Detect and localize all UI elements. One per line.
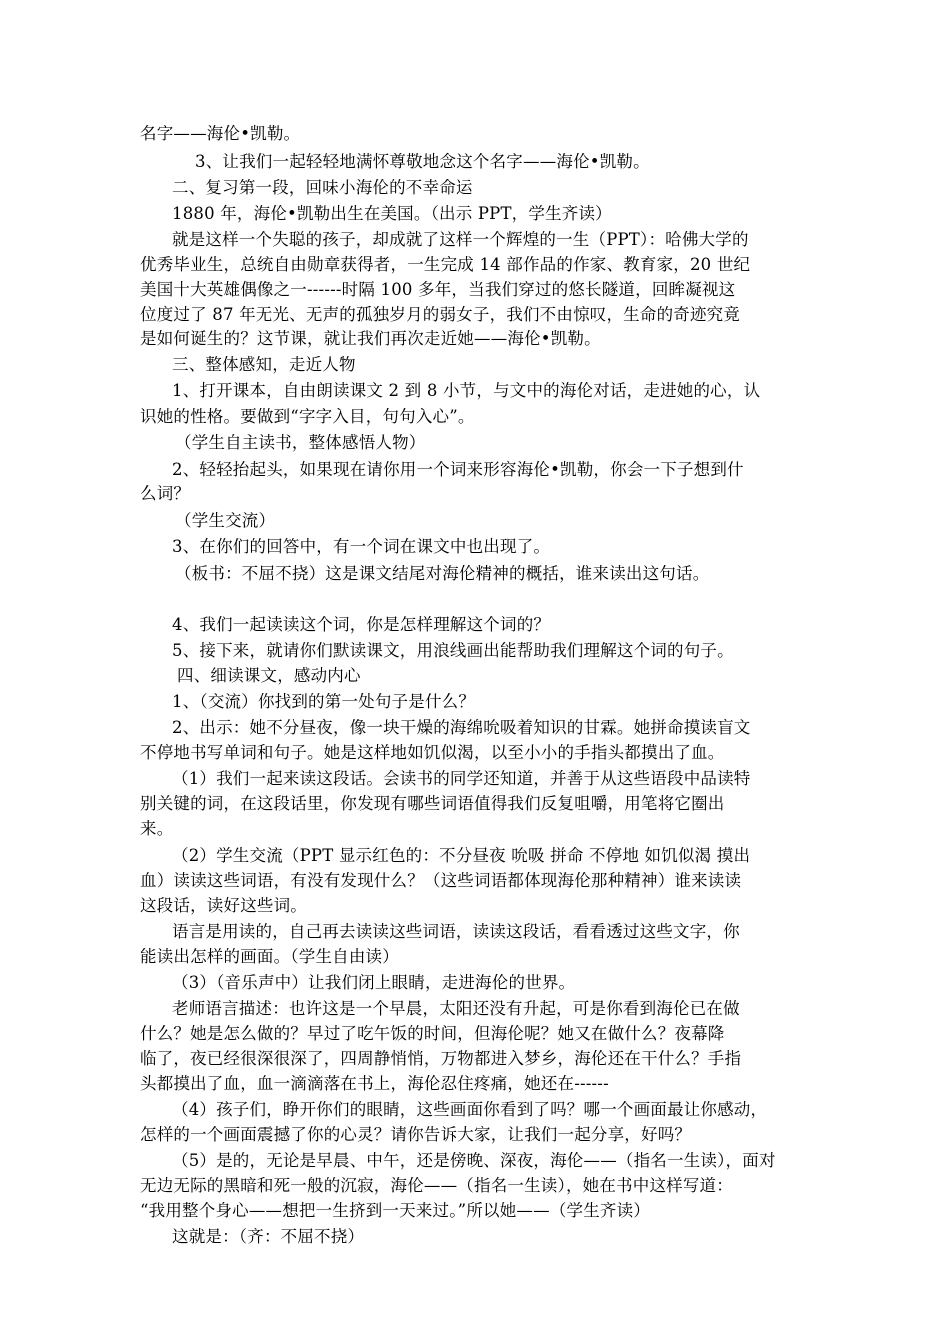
text-line-39: 怎样的一个画面震撼了你的心灵？请你告诉大家，让我们一起分享，好吗？ [140, 1125, 692, 1144]
text-line-18: （板书：不屈不挠）这是课文结尾对海伦精神的概括，谁来读出这句话。 [175, 564, 710, 583]
text-line-28: （2）学生交流（PPT 显示红色的：不分昼夜 吮吸 拼命 不停地 如饥似渴 摸出 [172, 846, 751, 865]
text-line-14: 2、轻轻抬起头，如果现在请你用一个词来形容海伦•凯勒，你会一下子想到什 [172, 460, 744, 479]
text-line-17: 3、在你们的回答中，有一个词在课文中也出现了。 [172, 537, 551, 556]
text-line-40: （5）是的，无论是早晨、中午，还是傍晚、深夜，海伦——（指名一生读），面对 [172, 1151, 776, 1170]
text-line-2: 3、让我们一起轻轻地满怀尊敬地念这个名字——海伦•凯勒。 [195, 152, 650, 171]
text-line-25: （1）我们一起来读这段话。会读书的同学还知道，并善于从这些语段中品读特 [172, 769, 751, 788]
text-line-20: 5、接下来，就请你们默读课文，用浪线画出能帮助我们理解这个词的句子。 [172, 641, 734, 660]
text-line-19: 4、我们一起读读这个词，你是怎样理解这个词的？ [172, 615, 551, 634]
text-line-24: 不停地书写单词和句子。她是这样地如饥似渴，以至小小的手指头都摸出了血。 [140, 743, 725, 762]
text-line-33: （3）（音乐声中）让我们闭上眼睛，走进海伦的世界。 [172, 973, 576, 992]
section-heading-4: 四、细读课文，感动内心 [177, 666, 361, 685]
text-line-27: 来。 [140, 819, 174, 838]
section-heading-2: 二、复习第一段，回味小海伦的不幸命运 [172, 178, 473, 197]
text-line-36: 临了，夜已经很深很深了，四周静悄悄，万物都进入梦乡，海伦还在干什么？手指 [140, 1049, 742, 1068]
text-line-30: 这段话，读好这些词。 [140, 896, 307, 915]
text-line-31: 语言是用读的，自己再去读读这些词语，读读这段话，看看透过这些文字，你 [172, 922, 740, 941]
text-line-6: 优秀毕业生，总统自由勋章获得者，一生完成 14 部作品的作家、教育家，20 世纪 [140, 255, 751, 274]
text-line-35: 什么？她是怎么做的？早过了吃午饭的时间，但海伦呢？她又在做什么？夜幕降 [140, 1024, 725, 1043]
text-line-9: 是如何诞生的？这节课，就让我们再次走近她——海伦•凯勒。 [140, 329, 601, 348]
text-line-42: “我用整个身心——想把一生挤到一天来过。”所以她——（学生齐读） [140, 1201, 651, 1220]
text-line-12: 识她的性格。要做到“字字入目，句句入心”。 [140, 407, 475, 426]
text-line-37: 头都摸出了血，血一滴滴落在书上，海伦忍住疼痛，她还在------ [140, 1074, 609, 1093]
text-line-4: 1880 年，海伦•凯勒出生在美国。（出示 PPT，学生齐读） [172, 204, 612, 223]
text-line-11: 1、打开课本，自由朗读课文 2 到 8 小节，与文中的海伦对话，走进她的心，认 [172, 381, 761, 400]
section-heading-3: 三、整体感知，走近人物 [172, 355, 356, 374]
text-line-13: （学生自主读书，整体感悟人物） [175, 433, 426, 452]
text-line-15: 么词？ [140, 484, 191, 503]
text-line-1: 名字——海伦•凯勒。 [140, 124, 301, 143]
text-line-29: 血）读读这些词语，有没有发现什么？（这些词语都体现海伦那种精神）谁来读读 [140, 871, 742, 890]
text-line-8: 位度过了 87 年无光、无声的孤独岁月的弱女子，我们不由惊叹，生命的奇迹究竟 [140, 305, 741, 324]
text-line-38: （4）孩子们，睁开你们的眼睛，这些画面你看到了吗？哪一个画面最让你感动， [172, 1100, 768, 1119]
text-line-26: 别关键的词，在这段话里，你发现有哪些词语值得我们反复咀嚼，用笔将它圈出 [140, 794, 725, 813]
text-line-22: 1、（交流）你找到的第一处句子是什么？ [172, 692, 476, 711]
text-line-7: 美国十大英雄偶像之一------时隔 100 多年，当我们穿过的悠长隧道，回眸凝视这 [140, 280, 736, 299]
text-line-16: （学生交流） [175, 511, 276, 530]
text-line-43: 这就是：（齐：不屈不挠） [172, 1227, 365, 1246]
text-line-41: 无边无际的黑暗和死一般的沉寂，海伦——（指名一生读），她在书中这样写道： [140, 1176, 733, 1195]
text-line-32: 能读出怎样的画面。（学生自由读） [140, 947, 399, 966]
text-line-5: 就是这样一个失聪的孩子，却成就了这样一个辉煌的一生（PPT）：哈佛大学的 [172, 230, 749, 249]
text-line-23: 2、出示：她不分昼夜，像一块干燥的海绵吮吸着知识的甘霖。她拼命摸读盲文 [172, 718, 751, 737]
text-line-34: 老师语言描述：也许这是一个早晨，太阳还没有升起，可是你看到海伦已在做 [172, 999, 740, 1018]
